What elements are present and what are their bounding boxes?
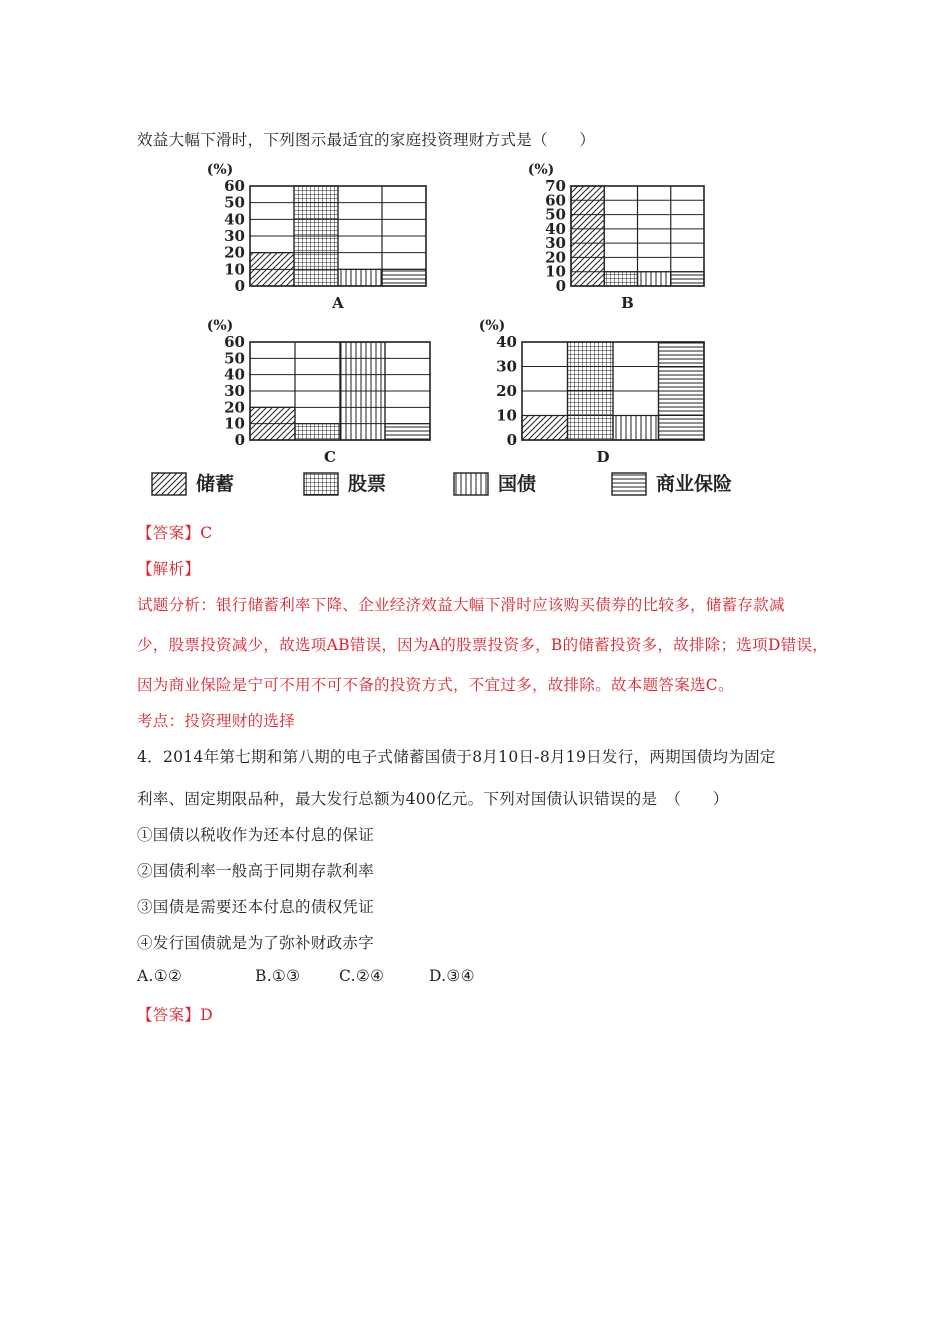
bar-商业保险: [382, 269, 426, 286]
legend-label: 储蓄: [196, 473, 235, 495]
bar-国债: [613, 416, 659, 441]
y-tick-label: 70: [545, 177, 566, 195]
intro-text: 效益大幅下滑时，下列图示最适宜的家庭投资理财方式是（ ）: [137, 131, 596, 149]
bar-商业保险: [671, 272, 704, 286]
y-tick-label: 10: [224, 414, 245, 433]
legend-swatch-储蓄: [152, 473, 186, 495]
y-tick-label: 0: [555, 277, 566, 295]
y-tick-label: 10: [545, 262, 566, 281]
bar-国债: [638, 272, 671, 286]
bar-储蓄: [250, 407, 295, 440]
chart-title: D: [596, 448, 610, 466]
y-tick-label: 60: [224, 333, 245, 351]
y-tick-label: 0: [234, 431, 245, 449]
answer-1: 【答案】C: [137, 524, 213, 542]
kaodian: 考点：投资理财的选择: [137, 712, 296, 730]
y-tick-label: 50: [224, 193, 245, 212]
option-a: A.①②: [137, 967, 183, 985]
legend-label: 股票: [348, 473, 387, 495]
y-tick-label: 0: [506, 431, 517, 449]
statement-1: ①国债以税收作为还本付息的保证: [137, 826, 375, 844]
y-tick-label: 30: [496, 357, 517, 376]
y-tick-label: 30: [224, 382, 245, 400]
options-row: [137, 967, 475, 985]
legend-label: 商业保险: [656, 473, 733, 495]
answer-2: 【答案】D: [137, 1006, 213, 1024]
y-tick-label: 10: [224, 260, 245, 279]
analysis-line-3: 因为商业保险是宁可不用不可不备的投资方式，不宜过多，故排除。故本题答案选C。: [137, 676, 734, 694]
y-tick-label: 60: [224, 177, 245, 195]
statement-2: ②国债利率一般高于同期存款利率: [137, 862, 375, 880]
y-axis-unit: (%): [527, 162, 555, 178]
legend-swatch-商业保险: [612, 473, 646, 495]
y-tick-label: 20: [545, 248, 566, 267]
y-tick-label: 20: [496, 382, 517, 400]
bar-charts-figure: [150, 158, 800, 503]
y-tick-label: 40: [496, 333, 517, 351]
y-axis-unit: (%): [206, 162, 234, 178]
bar-股票: [294, 186, 338, 286]
statement-4: ④发行国债就是为了弥补财政赤字: [137, 934, 375, 952]
y-tick-label: 40: [224, 365, 245, 384]
y-tick-label: 50: [224, 349, 245, 368]
bar-商业保险: [385, 424, 430, 440]
bar-股票: [295, 424, 340, 440]
bar-国债: [338, 269, 382, 286]
y-tick-label: 20: [224, 398, 245, 417]
analysis-line-1: 试题分析：银行储蓄利率下降、企业经济效益大幅下滑时应该购买债券的比较多，储蓄存款减: [137, 596, 785, 614]
bar-储蓄: [571, 186, 604, 286]
legend-label: 国债: [498, 473, 537, 495]
option-c: C.②④: [339, 967, 385, 985]
y-tick-label: 30: [545, 234, 566, 253]
bar-股票: [604, 272, 637, 286]
y-tick-label: 40: [545, 219, 566, 238]
question-4-line-1: 4．2014年第七期和第八期的电子式储蓄国债于8月10日-8月19日发行，两期国债均为固定: [137, 748, 776, 766]
bar-商业保险: [659, 342, 705, 440]
chart-title: A: [332, 294, 344, 312]
y-tick-label: 40: [224, 210, 245, 229]
y-tick-label: 10: [496, 406, 517, 425]
analysis-label: 【解析】: [137, 560, 201, 578]
y-axis-unit: (%): [478, 318, 506, 334]
analysis-line-2: 少，股票投资减少，故选项AB错误，因为A的股票投资多，B的储蓄投资多，故排除；选项D错误，: [137, 636, 829, 654]
y-axis-unit: (%): [206, 318, 234, 334]
y-tick-label: 50: [545, 205, 566, 224]
y-tick-label: 60: [545, 191, 566, 210]
option-b: B.①③: [255, 967, 301, 985]
y-tick-label: 0: [234, 277, 245, 295]
bar-国债: [340, 342, 385, 440]
bar-股票: [568, 342, 614, 440]
legend-swatch-国债: [454, 473, 488, 495]
statement-3: ③国债是需要还本付息的债权凭证: [137, 898, 375, 916]
chart-title: B: [621, 294, 634, 312]
y-tick-label: 20: [224, 243, 245, 262]
option-d: D.③④: [429, 967, 475, 985]
question-4-line-2: 利率、固定期限品种，最大发行总额为400亿元。下列对国债认识错误的是 （ ）: [137, 790, 729, 808]
bar-储蓄: [522, 416, 568, 441]
legend-swatch-股票: [304, 473, 338, 495]
y-tick-label: 30: [224, 227, 245, 245]
chart-title: C: [324, 448, 336, 466]
bar-储蓄: [250, 253, 294, 286]
